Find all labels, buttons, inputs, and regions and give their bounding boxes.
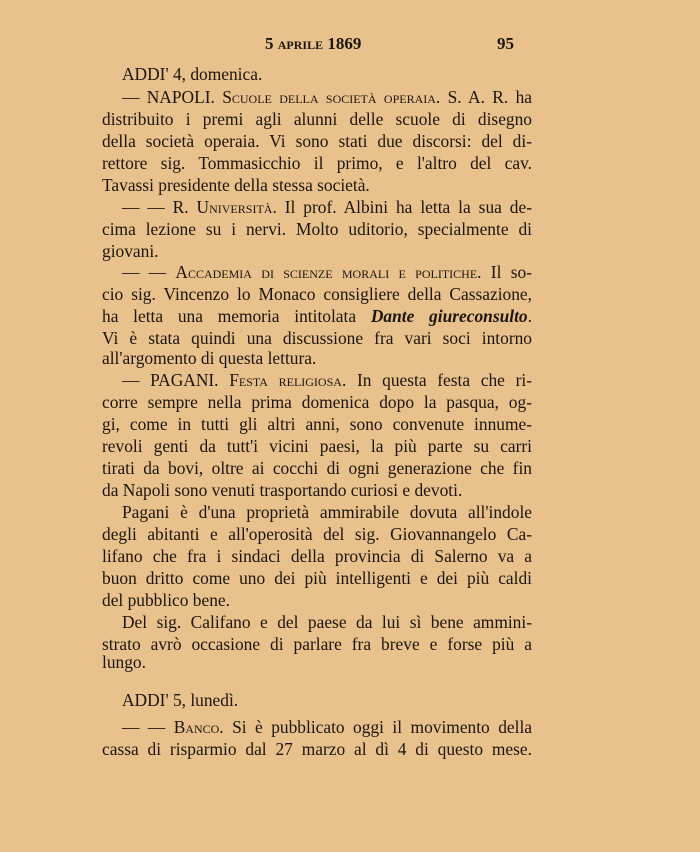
section-heading: Banco (173, 717, 220, 737)
text-line (102, 327, 532, 349)
text-span: — — (122, 717, 174, 737)
text-span: — — R. (122, 197, 197, 217)
text-line (122, 501, 532, 523)
italic-title: Dante giureconsulto (370, 306, 528, 326)
page-number: 95 (497, 34, 514, 53)
text-line (102, 738, 532, 760)
text-line (102, 174, 532, 196)
text-line (102, 435, 532, 457)
text-span: . (527, 306, 532, 326)
text-span: corre sempre nella prima domenica dopo la pasqua, og- (102, 392, 532, 412)
section-heading: Accademia di scienze morali e politiche (175, 262, 478, 282)
text-span: . Il so- (477, 262, 532, 282)
text-line (122, 63, 532, 85)
text-span: buon dritto come uno dei più intelligenti e dei più caldi (102, 568, 532, 588)
text-span: ADDI' 5, lunedì. (122, 690, 239, 710)
text-line (102, 130, 532, 152)
text-line (102, 545, 532, 567)
text-line (102, 413, 532, 435)
text-span: — NAPOLI. (122, 87, 223, 107)
text-line (102, 218, 532, 240)
text-span: gi, come in tutti gli altri anni, sono convenute innume- (102, 414, 532, 434)
text-span: Vi è stata quindi una discussione fra vari soci intorno (102, 328, 532, 348)
text-line (102, 152, 532, 174)
text-span: . S. A. R. ha (435, 87, 532, 107)
text-span: Del sig. Califano e del paese da lui sì bene ammini- (122, 612, 532, 632)
text-span: strato avrò occasione di parlare fra breve e forse più a (102, 634, 532, 654)
text-span: del pubblico bene. (102, 590, 230, 610)
text-span: . Il prof. Albini ha letta la sua de- (272, 197, 532, 217)
text-span: lifano che fra i sindaci della provincia di Salerno va a (102, 546, 532, 566)
section-heading: Università (196, 197, 273, 217)
text-span: tirati da bovi, oltre ai cocchi di ogni generazione che fin (102, 458, 532, 478)
text-span: Pagani è d'una proprietà ammirabile dovuta all'indole (122, 502, 532, 522)
text-line (102, 567, 532, 589)
text-span: . Si è pubblicato oggi il movimento della (219, 717, 532, 737)
text-line (122, 689, 532, 711)
text-span: revoli genti da tutt'i vicini paesi, la più parte su carri (102, 436, 532, 456)
text-line (122, 716, 532, 738)
text-span: ADDI' 4, domenica. (122, 64, 263, 84)
text-span: ha letta una memoria intitolata (102, 306, 371, 326)
date-day: 5 (265, 34, 274, 53)
text-line (102, 108, 532, 130)
text-line (102, 347, 532, 369)
text-line (102, 479, 532, 501)
text-span: — — (122, 262, 176, 282)
text-span: degli abitanti e all'operosità del sig. Giovannangelo Ca- (102, 524, 532, 544)
text-line (122, 261, 532, 283)
text-span: Tavassi presidente della stessa società. (102, 175, 370, 195)
text-span: da Napoli sono venuti trasportando curiosi e devoti. (102, 480, 463, 500)
text-line (102, 391, 532, 413)
section-heading: Scuole della società operaia (222, 87, 436, 107)
text-line (122, 369, 532, 391)
text-span: — PAGANI. (122, 370, 230, 390)
text-span: all'argomento di questa lettura. (102, 348, 317, 368)
date-year: 1869 (327, 34, 362, 53)
text-line (102, 283, 532, 305)
text-line (122, 86, 532, 108)
text-span: distribuito i premi agli alunni delle scuole di disegno (102, 109, 532, 129)
text-span: cima lezione su i nervi. Molto uditorio, specialmente di (102, 219, 532, 239)
section-heading: Festa religiosa (229, 370, 342, 390)
text-line (102, 457, 532, 479)
text-span: giovani. (102, 241, 159, 261)
page-header-date (265, 34, 361, 54)
text-line (102, 240, 532, 262)
text-span: . In questa festa che ri- (341, 370, 532, 390)
text-span: lungo. (102, 652, 146, 672)
text-line (102, 305, 532, 327)
text-span: cassa di risparmio dal 27 marzo al dì 4 di questo mese. (102, 739, 532, 759)
date-month: aprile (277, 34, 324, 53)
text-line (122, 611, 532, 633)
text-line (102, 589, 532, 611)
text-line (102, 651, 532, 673)
text-line (122, 196, 532, 218)
text-span: cio sig. Vincenzo lo Monaco consigliere della Cassazione, (102, 284, 532, 304)
text-span: rettore sig. Tommasicchio il primo, e l'altro del cav. (102, 153, 532, 173)
text-span: della società operaia. Vi sono stati due discorsi: del di- (102, 131, 532, 151)
text-line (102, 523, 532, 545)
